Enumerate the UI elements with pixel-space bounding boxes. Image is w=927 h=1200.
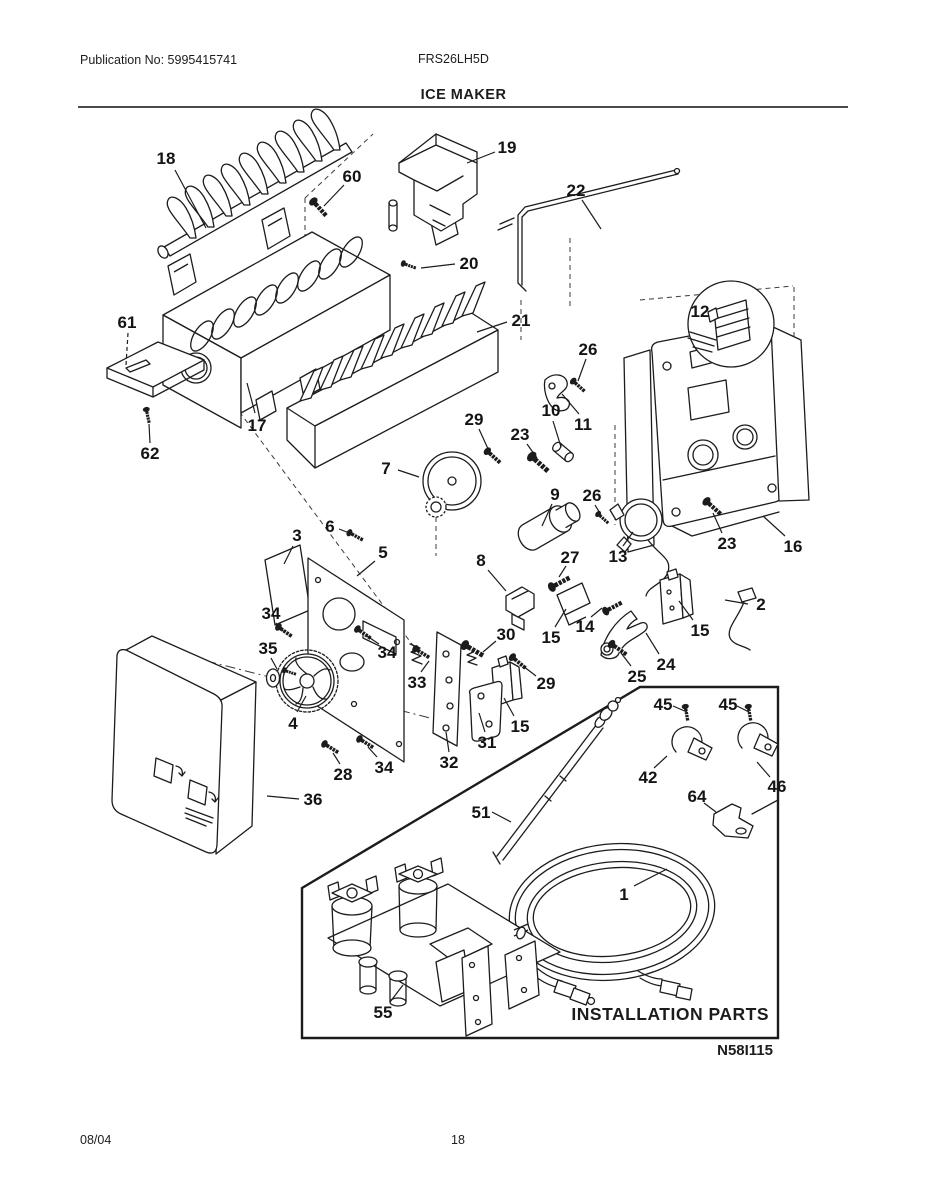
callout-label-42: 42 <box>638 768 658 787</box>
callout-label-55: 55 <box>373 1003 393 1022</box>
callout-label-61: 61 <box>117 313 137 332</box>
callout-leader-22 <box>582 200 601 229</box>
callout-label-12: 12 <box>690 302 710 321</box>
callout-label-36: 36 <box>303 790 323 809</box>
mount-cover-drawing <box>399 134 477 231</box>
cover36-drawing <box>112 636 256 854</box>
callout-label-26: 26 <box>582 486 602 505</box>
callout-layer <box>118 138 803 1022</box>
callout-leader-28 <box>333 753 340 764</box>
callout-label-29: 29 <box>464 410 484 429</box>
model-number: FRS26LH5D <box>418 52 489 66</box>
callout-label-3: 3 <box>292 526 302 545</box>
callout-label-64: 64 <box>687 787 707 806</box>
callout-label-13: 13 <box>608 547 628 566</box>
page-title: ICE MAKER <box>420 87 507 103</box>
callout-label-9: 9 <box>550 485 560 504</box>
callout-label-34: 34 <box>374 758 394 777</box>
callout-label-21: 21 <box>511 311 531 330</box>
callout-label-19: 19 <box>497 138 517 157</box>
callout-leader-25 <box>621 653 631 666</box>
callout-label-33: 33 <box>407 673 427 692</box>
callout-leader-46 <box>757 762 770 777</box>
callout-label-29: 29 <box>536 674 556 693</box>
callout-label-23: 23 <box>510 425 530 444</box>
callout-label-10: 10 <box>541 401 561 420</box>
callout-label-15: 15 <box>690 621 710 640</box>
thermostat9-drawing <box>514 497 585 554</box>
callout-label-34: 34 <box>261 604 281 623</box>
callout-label-18: 18 <box>156 149 176 168</box>
callout-leader-51 <box>492 812 511 822</box>
callout-label-25: 25 <box>627 667 647 686</box>
callout-leader-34 <box>368 747 377 757</box>
callout-label-35: 35 <box>258 639 278 658</box>
callout-leader-42 <box>654 756 667 768</box>
bracket32-drawing <box>433 632 461 746</box>
callout-leader-29 <box>523 666 536 676</box>
clamp46-drawing <box>738 723 778 756</box>
callout-label-14: 14 <box>575 617 595 636</box>
callout-label-15: 15 <box>541 628 561 647</box>
callout-label-31: 31 <box>477 733 497 752</box>
callout-label-17: 17 <box>247 416 267 435</box>
callout-label-30: 30 <box>496 625 516 644</box>
clamp42-drawing <box>672 727 712 760</box>
connector-magnifier-drawing <box>688 281 774 367</box>
callout-label-45: 45 <box>718 695 738 714</box>
callout-label-5: 5 <box>378 543 388 562</box>
callout-leader-33 <box>421 661 429 672</box>
installation-parts-label: INSTALLATION PARTS <box>571 1004 769 1024</box>
callout-label-8: 8 <box>476 551 486 570</box>
diagram-code: N58I115 <box>717 1042 773 1059</box>
callout-leader-29 <box>479 429 489 451</box>
callout-label-2: 2 <box>756 595 766 614</box>
callout-label-11: 11 <box>574 415 592 434</box>
callout-label-32: 32 <box>439 753 459 772</box>
callout-label-34: 34 <box>377 643 397 662</box>
callout-label-60: 60 <box>342 167 362 186</box>
callout-label-7: 7 <box>381 459 391 478</box>
callout-leader-7 <box>398 470 419 477</box>
callout-leader-1 <box>634 869 667 886</box>
callout-label-26: 26 <box>578 340 598 359</box>
footer-page-number: 18 <box>451 1133 465 1147</box>
callout-label-22: 22 <box>566 181 586 200</box>
callout-label-20: 20 <box>459 254 479 273</box>
callout-leader-62 <box>149 424 150 443</box>
callout-leader-27 <box>559 566 566 577</box>
callout-leader-26 <box>578 359 586 381</box>
callout-leader-14 <box>591 608 602 617</box>
callout-leader-5 <box>357 561 375 576</box>
spacer10-drawing <box>551 441 575 463</box>
callout-label-46: 46 <box>767 777 787 796</box>
callout-leader-35 <box>271 658 277 669</box>
callout-label-23: 23 <box>717 534 737 553</box>
callout-leader-20 <box>421 264 455 268</box>
fill-tube-wire-drawing <box>498 169 680 292</box>
callout-leader-11 <box>562 394 579 414</box>
callout-label-24: 24 <box>656 655 676 674</box>
callout-label-15: 15 <box>510 717 530 736</box>
callout-label-51: 51 <box>471 803 491 822</box>
callout-leader-24 <box>646 633 659 654</box>
callout-label-16: 16 <box>783 537 803 556</box>
callout-leader-8 <box>488 570 506 591</box>
callout-label-6: 6 <box>325 517 335 536</box>
callout-label-62: 62 <box>140 444 160 463</box>
callout-label-28: 28 <box>333 765 353 784</box>
callout-label-4: 4 <box>288 714 298 733</box>
callout-leader-16 <box>763 516 785 536</box>
clip2-drawing <box>729 588 756 650</box>
callout-leader-60 <box>324 185 344 206</box>
footer-date: 08/04 <box>80 1133 112 1147</box>
publication-number: Publication No: 5995415741 <box>80 53 238 67</box>
callout-leader-36 <box>267 796 299 799</box>
water-valve-drawing <box>328 858 560 1036</box>
callout-label-1: 1 <box>619 885 629 904</box>
callout-label-45: 45 <box>653 695 673 714</box>
callout-label-27: 27 <box>560 548 580 567</box>
callout-leader-15 <box>555 609 566 627</box>
clip8-drawing <box>506 587 534 630</box>
bracket64-drawing <box>713 800 778 838</box>
motor-drawing <box>423 452 481 517</box>
callout-leader-30 <box>483 641 496 652</box>
